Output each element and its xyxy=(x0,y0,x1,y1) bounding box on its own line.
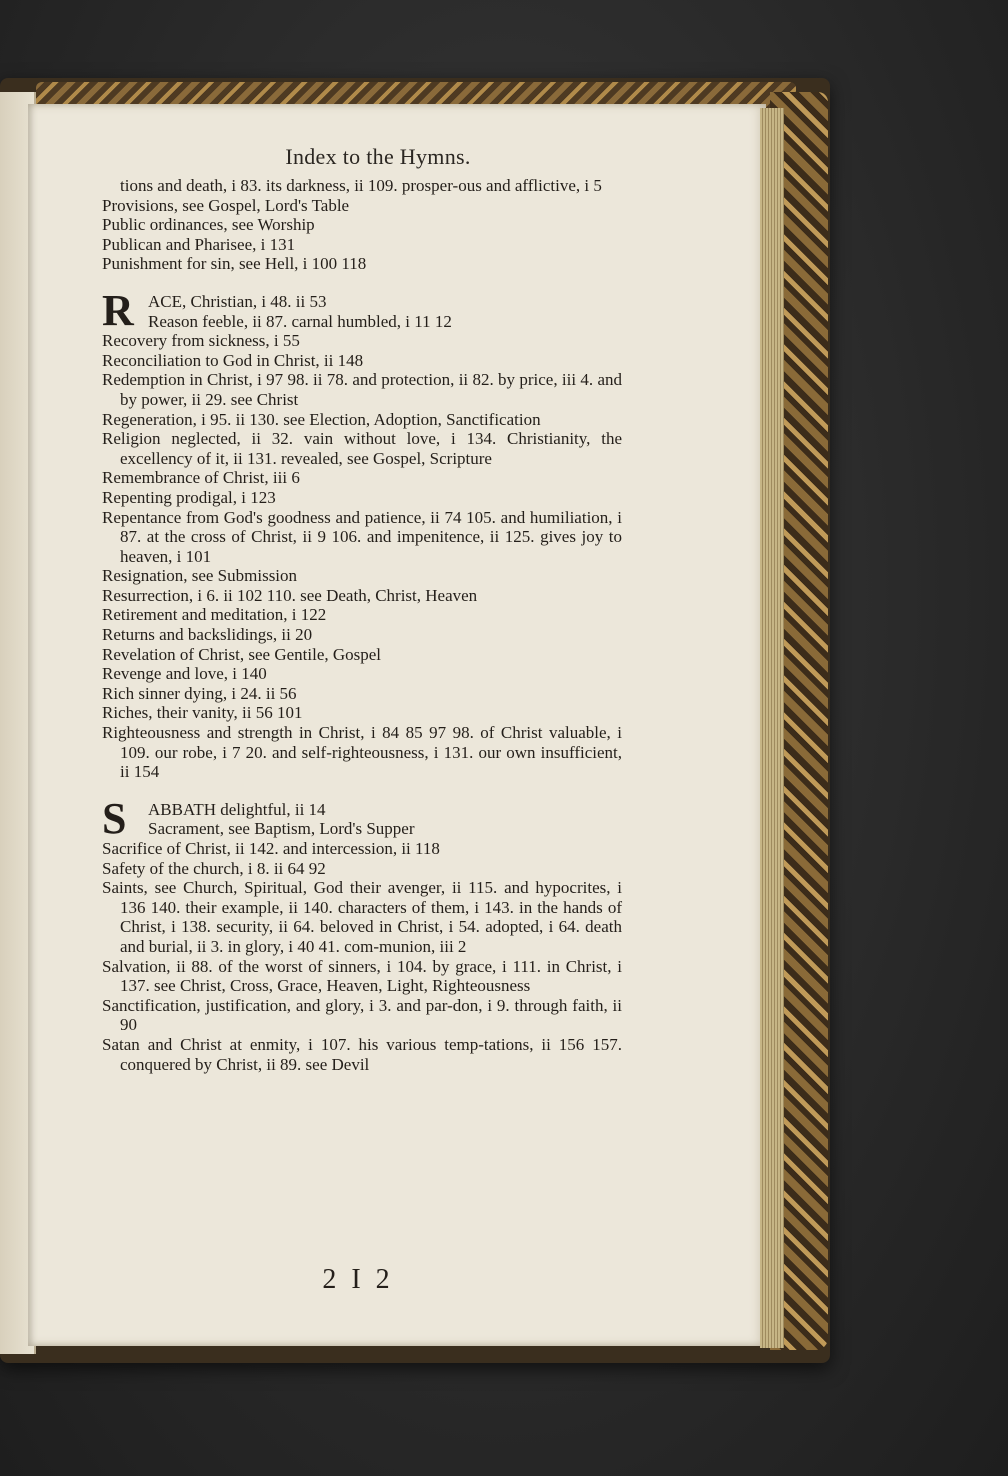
index-entry: Rich sinner dying, i 24. ii 56 xyxy=(102,683,297,703)
index-entry: Regeneration, i 95. ii 130. see Election, Adoption, Sanctification xyxy=(102,409,541,429)
index-entry: ACE, Christian, i 48. ii 53 xyxy=(148,291,327,311)
index-entry: Sanctification, justification, and glory, i 3. and par-don, i 9. through faith, ii 90 xyxy=(102,995,622,1035)
index-entry: Repenting prodigal, i 123 xyxy=(102,487,276,507)
index-entry: Provisions, see Gospel, Lord's Table xyxy=(102,195,350,215)
index-entry: Reconciliation to God in Christ, ii 148 xyxy=(102,350,364,370)
index-entry: Resignation, see Submission xyxy=(102,566,298,586)
book-page xyxy=(28,104,766,1346)
index-entry: Reason feeble, ii 87. carnal humbled, i 11 12 xyxy=(148,311,452,331)
page-block-edges xyxy=(760,108,784,1348)
index-entry: Saints, see Church, Spiritual, God their avenger, ii 115. and hypocrites, i 136 140. their example, ii 140. characters of them, i 143. in the hands of Christ, i 138. security, ii 64. beloved in Christ, i 54. adopted, i 64. death and burial, ii 3. in glory, i 40 41. com-munion, iii 2 xyxy=(102,878,622,956)
index-entry: Religion neglected, ii 32. vain without love, i 134. Christianity, the excellency of it, ii 131. revealed, see Gospel, Scripture xyxy=(102,429,622,468)
index-entry: Recovery from sickness, i 55 xyxy=(102,331,300,351)
section-gap xyxy=(102,782,622,800)
index-entry: Revenge and love, i 140 xyxy=(102,664,267,684)
index-entry: Redemption in Christ, i 97 98. ii 78. and protection, ii 82. by price, iii 4. and by power, ii 29. see Christ xyxy=(102,370,622,409)
index-entry: ABBATH delightful, ii 14 xyxy=(148,799,326,819)
running-head: Index to the Hymns. xyxy=(285,144,471,169)
index-entry: Satan and Christ at enmity, i 107. his various temp-tations, ii 156 157. conquered by Christ, ii 89. see Devil xyxy=(102,1034,622,1074)
index-entry: Publican and Pharisee, i 131 xyxy=(102,234,296,254)
index-entry: Punishment for sin, see Hell, i 100 118 xyxy=(102,254,367,274)
index-entry: Revelation of Christ, see Gentile, Gospel xyxy=(102,644,382,664)
index-entry: tions and death, i 83. its darkness, ii 109. prosper-ous and afflictive, i 5 xyxy=(120,176,602,195)
index-entry: Riches, their vanity, ii 56 101 xyxy=(102,703,303,723)
index-entry: Righteousness and strength in Christ, i 84 85 97 98. of Christ valuable, i 109. our robe, i 7 20. and self-righteousness, i 131. our own insufficient, ii 154 xyxy=(102,723,622,782)
index-entry: Resurrection, i 6. ii 102 110. see Death, Christ, Heaven xyxy=(102,585,478,605)
section-gap xyxy=(102,274,622,292)
index-entry: Remembrance of Christ, iii 6 xyxy=(102,468,300,488)
index-entry: Safety of the church, i 8. ii 64 92 xyxy=(102,858,326,878)
index-entry: Public ordinances, see Worship xyxy=(102,215,315,235)
index-entry: Salvation, ii 88. of the worst of sinners, i 104. by grace, i 111. in Christ, i 137. see Christ, Cross, Grace, Heaven, Light, Righteousness xyxy=(102,956,622,996)
index-entry: Returns and backslidings, ii 20 xyxy=(102,625,313,645)
section-s-heading xyxy=(102,793,622,843)
dropcap-r: R xyxy=(102,285,134,335)
index-entry: Repentance from God's goodness and patience, ii 74 105. and humiliation, i 87. at the cross of Christ, ii 9 106. and impenitence, ii 125. gives joy to heaven, i 101 xyxy=(102,507,622,566)
dropcap-s: S xyxy=(102,793,127,843)
signature-mark: 2 I 2 xyxy=(322,1264,394,1295)
index-column xyxy=(102,176,622,1074)
section-r-heading xyxy=(102,285,622,335)
index-entry: Sacrament, see Baptism, Lord's Supper xyxy=(148,819,415,839)
index-entry: Retirement and meditation, i 122 xyxy=(102,605,327,625)
index-entry: Sacrifice of Christ, ii 142. and intercession, ii 118 xyxy=(102,839,440,858)
